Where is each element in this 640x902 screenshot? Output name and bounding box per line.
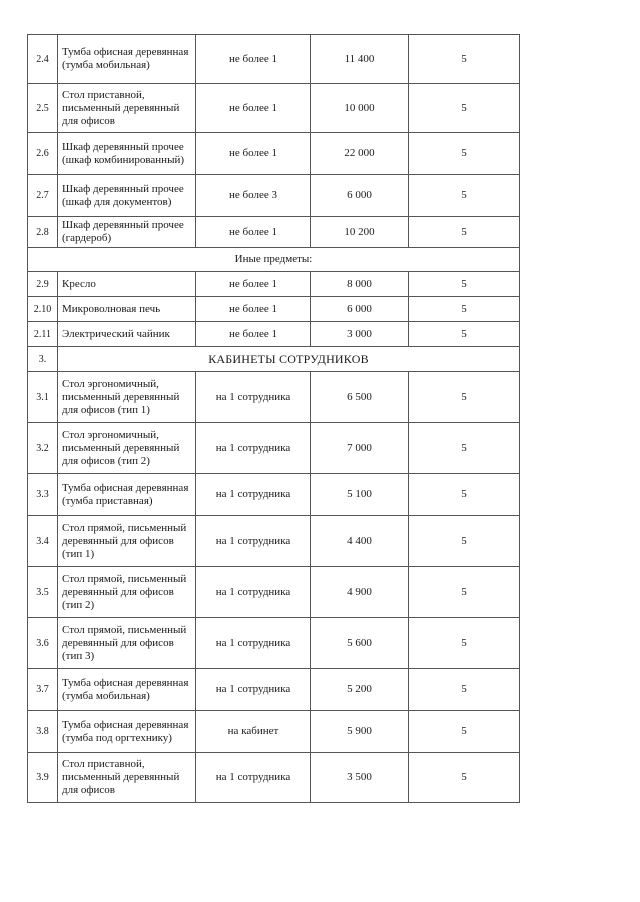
table-row [28, 35, 520, 84]
item-limit: на 1 сотрудника [196, 423, 311, 474]
item-number: 3.1 [28, 372, 58, 423]
item-years: 5 [409, 753, 520, 803]
item-number: 2.9 [28, 272, 58, 297]
table-row [28, 669, 520, 711]
section-heading: КАБИНЕТЫ СОТРУДНИКОВ [58, 347, 520, 372]
table-row [28, 567, 520, 618]
item-limit: на 1 сотрудника [196, 474, 311, 516]
item-years: 5 [409, 474, 520, 516]
table-row [28, 516, 520, 567]
section-row [28, 248, 520, 272]
item-price: 8 000 [311, 272, 409, 297]
item-price: 6 500 [311, 372, 409, 423]
item-limit: не более 1 [196, 133, 311, 175]
item-price: 3 500 [311, 753, 409, 803]
item-price: 22 000 [311, 133, 409, 175]
item-number: 3.3 [28, 474, 58, 516]
table-row [28, 423, 520, 474]
item-number: 2.6 [28, 133, 58, 175]
table-row [28, 753, 520, 803]
item-limit: на 1 сотрудника [196, 372, 311, 423]
item-name: Тумба офисная деревянная (тумба приставная) [58, 474, 196, 516]
item-years: 5 [409, 217, 520, 248]
item-number: 3.4 [28, 516, 58, 567]
item-price: 6 000 [311, 297, 409, 322]
furniture-norms-table [27, 34, 520, 803]
item-limit: на 1 сотрудника [196, 669, 311, 711]
item-years: 5 [409, 423, 520, 474]
item-number: 3.5 [28, 567, 58, 618]
item-name: Стол прямой, письменный деревянный для офисов (тип 3) [58, 618, 196, 669]
item-limit: на кабинет [196, 711, 311, 753]
item-number: 3.8 [28, 711, 58, 753]
item-number: 2.8 [28, 217, 58, 248]
item-limit: на 1 сотрудника [196, 567, 311, 618]
item-years: 5 [409, 516, 520, 567]
section-number: 3. [28, 347, 58, 372]
table-row [28, 297, 520, 322]
item-number: 3.2 [28, 423, 58, 474]
item-limit: не более 1 [196, 272, 311, 297]
item-name: Шкаф деревянный прочее (шкаф для документов) [58, 175, 196, 217]
item-price: 5 200 [311, 669, 409, 711]
table-row [28, 618, 520, 669]
item-price: 5 100 [311, 474, 409, 516]
item-name: Тумба офисная деревянная (тумба мобильная) [58, 669, 196, 711]
item-years: 5 [409, 669, 520, 711]
item-years: 5 [409, 175, 520, 217]
item-limit: не более 1 [196, 322, 311, 347]
item-number: 2.7 [28, 175, 58, 217]
item-price: 10 000 [311, 84, 409, 133]
item-years: 5 [409, 35, 520, 84]
item-limit: на 1 сотрудника [196, 618, 311, 669]
table-row [28, 84, 520, 133]
item-limit: не более 1 [196, 297, 311, 322]
table-row [28, 322, 520, 347]
item-name: Шкаф деревянный прочее (шкаф комбинированный) [58, 133, 196, 175]
item-name: Кресло [58, 272, 196, 297]
table-row [28, 711, 520, 753]
item-limit: не более 1 [196, 35, 311, 84]
item-years: 5 [409, 618, 520, 669]
item-price: 7 000 [311, 423, 409, 474]
item-limit: не более 1 [196, 217, 311, 248]
item-price: 6 000 [311, 175, 409, 217]
item-name: Тумба офисная деревянная (тумба под оргтехнику) [58, 711, 196, 753]
table-row [28, 272, 520, 297]
item-number: 2.10 [28, 297, 58, 322]
table-row [28, 133, 520, 175]
item-years: 5 [409, 133, 520, 175]
table-row [28, 175, 520, 217]
item-price: 4 900 [311, 567, 409, 618]
item-number: 2.4 [28, 35, 58, 84]
item-name: Микроволновая печь [58, 297, 196, 322]
section-title: Иные предметы: [28, 248, 520, 272]
item-years: 5 [409, 372, 520, 423]
item-name: Стол приставной, письменный деревянный для офисов [58, 84, 196, 133]
item-price: 5 900 [311, 711, 409, 753]
item-price: 4 400 [311, 516, 409, 567]
item-years: 5 [409, 84, 520, 133]
item-name: Стол прямой, письменный деревянный для офисов (тип 1) [58, 516, 196, 567]
item-price: 11 400 [311, 35, 409, 84]
item-years: 5 [409, 272, 520, 297]
item-name: Стол эргономичный, письменный деревянный для офисов (тип 2) [58, 423, 196, 474]
item-name: Электрический чайник [58, 322, 196, 347]
item-name: Тумба офисная деревянная (тумба мобильная) [58, 35, 196, 84]
item-name: Стол приставной, письменный деревянный для офисов [58, 753, 196, 803]
item-years: 5 [409, 567, 520, 618]
item-number: 3.9 [28, 753, 58, 803]
item-number: 2.11 [28, 322, 58, 347]
item-name: Шкаф деревянный прочее (гардероб) [58, 217, 196, 248]
item-number: 2.5 [28, 84, 58, 133]
item-limit: на 1 сотрудника [196, 516, 311, 567]
item-limit: не более 1 [196, 84, 311, 133]
item-years: 5 [409, 297, 520, 322]
table-row [28, 474, 520, 516]
item-price: 3 000 [311, 322, 409, 347]
item-years: 5 [409, 711, 520, 753]
item-number: 3.7 [28, 669, 58, 711]
item-name: Стол прямой, письменный деревянный для офисов (тип 2) [58, 567, 196, 618]
item-price: 10 200 [311, 217, 409, 248]
item-years: 5 [409, 322, 520, 347]
section-heading-row [28, 347, 520, 372]
item-limit: на 1 сотрудника [196, 753, 311, 803]
item-number: 3.6 [28, 618, 58, 669]
item-price: 5 600 [311, 618, 409, 669]
table-row [28, 217, 520, 248]
item-name: Стол эргономичный, письменный деревянный для офисов (тип 1) [58, 372, 196, 423]
item-limit: не более 3 [196, 175, 311, 217]
table-row [28, 372, 520, 423]
